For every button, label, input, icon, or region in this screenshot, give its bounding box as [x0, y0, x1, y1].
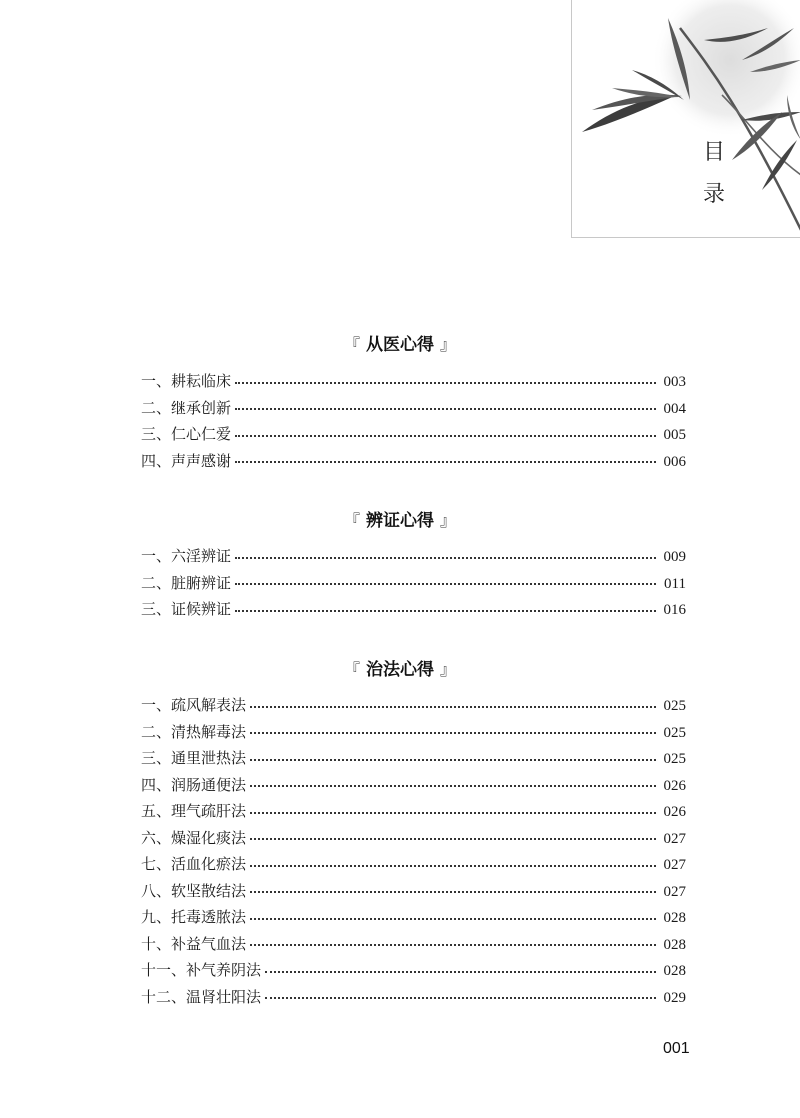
dot-leader — [265, 996, 655, 999]
dot-leader — [250, 837, 655, 840]
page-number: 001 — [663, 1040, 690, 1057]
toc-entry-page: 003 — [663, 374, 686, 390]
toc-entry[interactable] — [141, 957, 686, 984]
toc-entry-page: 027 — [663, 883, 686, 900]
section-title-text: 治法心得 — [366, 660, 434, 680]
toc-entry-label: 三、证候辨证 — [141, 600, 232, 618]
bracket-open: 『 — [343, 660, 360, 679]
toc-entry-page: 027 — [663, 857, 686, 873]
toc-entry-label: 二、清热解毒法 — [141, 722, 247, 741]
dot-leader — [235, 407, 655, 410]
toc-section-list — [141, 543, 686, 623]
bracket-close: 』 — [440, 660, 457, 679]
bracket-close: 』 — [440, 335, 457, 354]
toc-entry-page: 026 — [663, 777, 686, 794]
contents-title-char: 目 — [702, 140, 725, 165]
toc-entry-label: 七、活血化瘀法 — [141, 855, 247, 873]
toc-entry-page: 027 — [663, 830, 686, 847]
dot-leader — [235, 460, 655, 463]
toc-entry-label: 十一、补气养阴法 — [141, 961, 262, 979]
toc-section-list — [141, 368, 686, 474]
toc-entry-label: 一、耕耘临床 — [141, 372, 232, 390]
toc-entry-page: 011 — [664, 575, 686, 592]
contents-title — [694, 132, 734, 216]
dot-leader — [250, 705, 655, 708]
toc-entry[interactable] — [141, 745, 686, 772]
toc-entry-page: 025 — [663, 698, 686, 714]
toc-entry-page: 004 — [663, 400, 686, 417]
toc-entry-label: 一、疏风解表法 — [141, 696, 247, 714]
toc-entry-label: 四、润肠通便法 — [141, 775, 247, 794]
section-title-text: 辨证心得 — [366, 511, 434, 531]
toc-entry-page: 025 — [663, 724, 686, 741]
toc-entry-label: 九、托毒透脓法 — [141, 908, 247, 926]
dot-leader — [235, 434, 655, 437]
bamboo-ink-illustration — [572, 0, 800, 238]
dot-leader — [235, 582, 656, 585]
toc-entry[interactable] — [141, 984, 686, 1011]
toc-entry-page: 005 — [663, 427, 686, 443]
toc-entry[interactable] — [141, 851, 686, 878]
dot-leader — [235, 609, 655, 612]
toc-entry-page: 006 — [663, 453, 686, 470]
toc-entry[interactable] — [141, 772, 686, 799]
toc-entry-label: 十二、温肾壮阳法 — [141, 987, 262, 1006]
toc-entry-page: 016 — [663, 602, 686, 618]
toc-entry-page: 026 — [663, 804, 686, 820]
toc-entry[interactable] — [141, 395, 686, 422]
contents-title-char: 录 — [702, 182, 725, 207]
toc-section-list — [141, 692, 686, 1010]
toc-entry-label: 十、补益气血法 — [141, 934, 247, 953]
dot-leader — [250, 758, 655, 761]
toc-entry-label: 六、燥湿化痰法 — [141, 828, 247, 847]
toc-entry-page: 025 — [663, 751, 686, 767]
toc-entry[interactable] — [141, 931, 686, 958]
dot-leader — [235, 381, 655, 384]
toc-entry[interactable] — [141, 719, 686, 746]
dot-leader — [235, 556, 655, 559]
dot-leader — [265, 970, 655, 973]
section-heading — [0, 506, 800, 531]
bracket-open: 『 — [343, 511, 360, 530]
toc-entry[interactable] — [141, 421, 686, 448]
toc-entry-label: 二、脏腑辨证 — [141, 573, 232, 592]
dot-leader — [250, 917, 655, 920]
dot-leader — [250, 731, 655, 734]
toc-entry-page: 009 — [663, 549, 686, 565]
toc-entry[interactable] — [141, 798, 686, 825]
toc-entry-page: 028 — [663, 936, 686, 953]
dot-leader — [250, 864, 655, 867]
section-heading — [0, 655, 800, 680]
toc-entry-label: 三、通里泄热法 — [141, 749, 247, 767]
section-heading — [0, 330, 800, 355]
toc-entry[interactable] — [141, 368, 686, 395]
toc-entry[interactable] — [141, 878, 686, 905]
toc-entry[interactable] — [141, 570, 686, 597]
corner-decoration — [571, 0, 800, 238]
bracket-open: 『 — [343, 335, 360, 354]
toc-entry-page: 029 — [663, 989, 686, 1006]
toc-entry[interactable] — [141, 543, 686, 570]
toc-entry-label: 一、六淫辨证 — [141, 547, 232, 565]
toc-entry-label: 二、继承创新 — [141, 398, 232, 417]
bracket-close: 』 — [440, 511, 457, 530]
toc-entry-label: 八、软坚散结法 — [141, 881, 247, 900]
toc-entry-page: 028 — [663, 910, 686, 926]
toc-entry[interactable] — [141, 448, 686, 475]
dot-leader — [250, 811, 655, 814]
section-title-text: 从医心得 — [366, 335, 434, 355]
dot-leader — [250, 943, 655, 946]
toc-entry-label: 三、仁心仁爱 — [141, 425, 232, 443]
toc-entry[interactable] — [141, 904, 686, 931]
toc-entry-label: 四、声声感谢 — [141, 451, 232, 470]
toc-entry-label: 五、理气疏肝法 — [141, 802, 247, 820]
toc-entry[interactable] — [141, 692, 686, 719]
dot-leader — [250, 890, 655, 893]
toc-entry[interactable] — [141, 596, 686, 623]
dot-leader — [250, 784, 655, 787]
toc-entry-page: 028 — [663, 963, 686, 979]
toc-entry[interactable] — [141, 825, 686, 852]
